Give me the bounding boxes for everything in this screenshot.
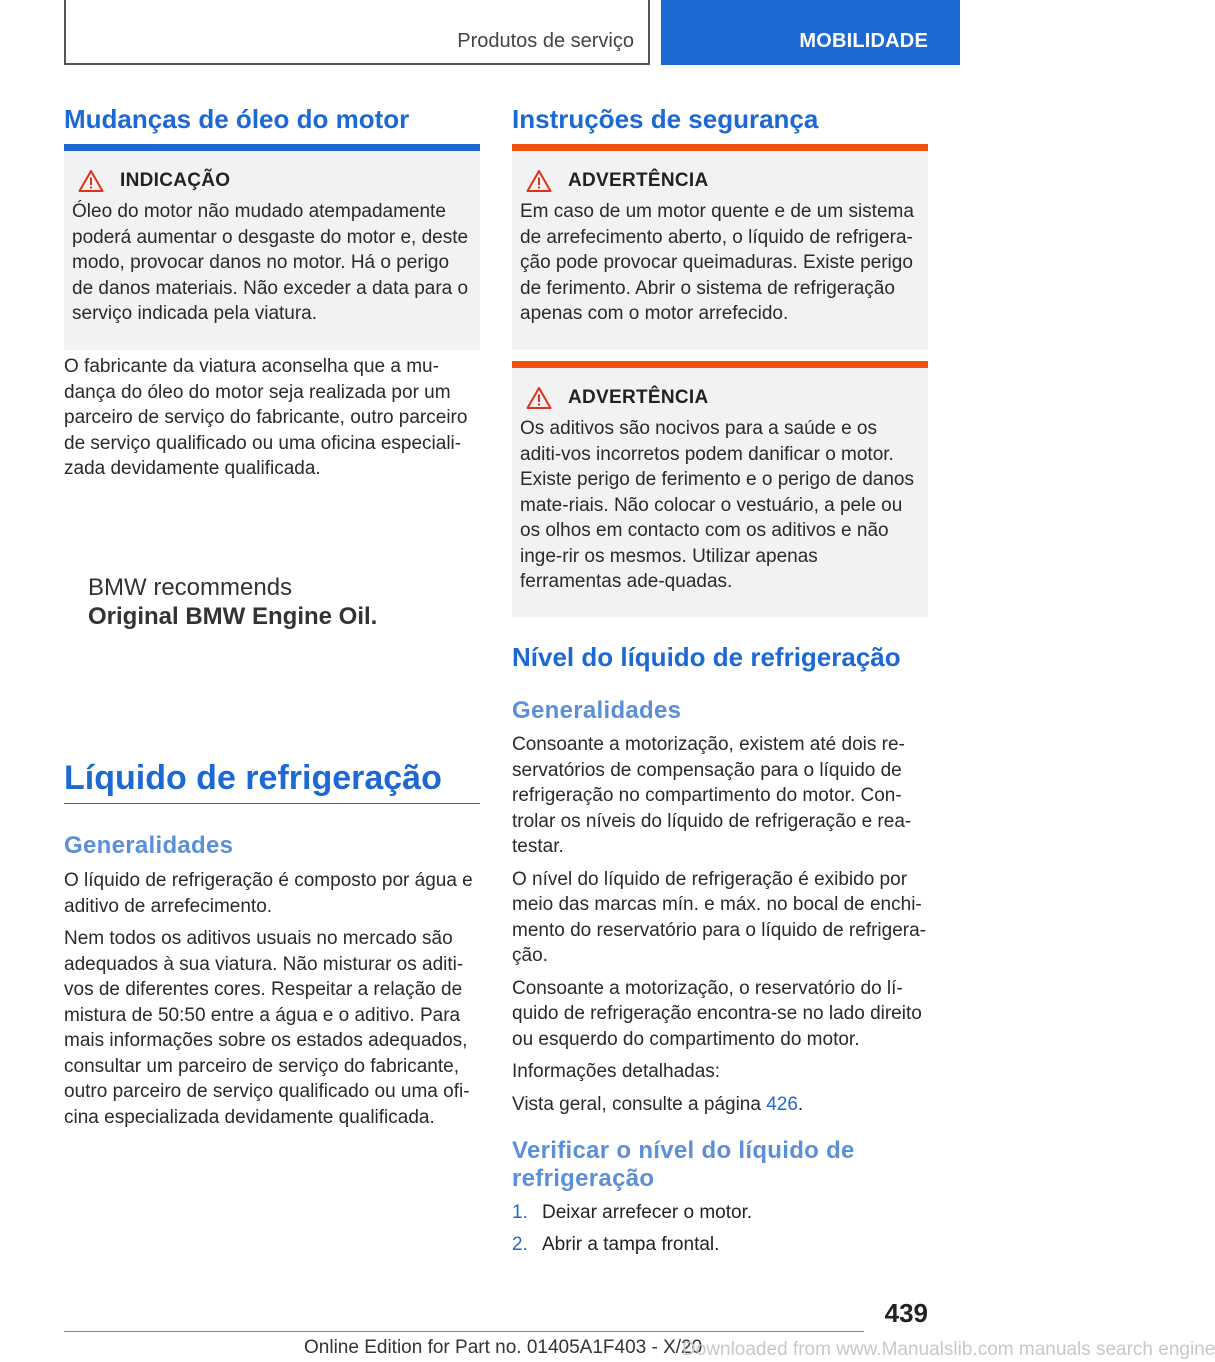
coolant-paragraph: Nem todos os aditivos usuais no mercado são adequados à sua viatura. Não misturar os aditi-vos de diferentes cores. Respeitar a relação de mistura de 50:50 entre a água e o aditivo. Para mais informações sobre os estados adequados, consultar um parceiro de serviço do fabricante, outro parceiro de serviço qualificado ou uma ofi-cina especializada devidamente qualificada.: [64, 928, 470, 1128]
warning-text: Os aditivos são nocivos para a saúde e os aditi-vos incorretos podem danificar o motor. Existe perigo de ferimento e o perigo de danos mate-riais. Não colocar o vestuário, a pele ou os olhos em contacto com os aditivos e não inge-rir os mesmos. Utilizar apenas ferramentas ade-quadas.: [520, 418, 914, 592]
check-level-steps: [512, 1194, 928, 1257]
coolant-heading: Líquido de refrigeração: [64, 759, 442, 797]
cross-reference: [512, 1092, 928, 1118]
coolant-paragraph: O líquido de refrigeração é composto por água e aditivo de arrefecimento.: [64, 870, 473, 917]
coolant-level-paragraph: O nível do líquido de refrigeração é exibido por meio das marcas mín. e máx. no bocal de enchi-mento do reservatório para o líquido de refrigera-ção.: [512, 868, 927, 966]
warning-triangle-icon: [526, 169, 552, 193]
warning-label: ADVERTÊNCIA: [568, 387, 709, 408]
oil-change-paragraph: O fabricante da viatura aconselha que a mu-dança do óleo do motor seja realizada por um parceiro de serviço do fabricante, outro parceiro de serviço qualificado ou uma oficina especiali-zada devidamente qualificada.: [64, 356, 468, 479]
warning-box-1: [512, 144, 928, 350]
oil-change-heading: Mudanças de óleo do motor: [64, 104, 410, 134]
chapter-tab-label: MOBILIDADE: [799, 30, 928, 52]
section-tab-label: Produtos de serviço: [457, 30, 634, 52]
step-item: [512, 1200, 928, 1226]
coolant-level-heading: Nível do líquido de refrigeração: [512, 642, 901, 672]
step-text: Abrir a tampa frontal.: [542, 1233, 720, 1255]
xref-suffix: .: [797, 1093, 804, 1115]
xref-page-link[interactable]: 426: [766, 1093, 798, 1115]
page-number: 439: [884, 1298, 928, 1328]
coolant-level-paragraph: Consoante a motorização, existem até dois re-servatórios de compensação para o líquido de refrigeração no compartimento do motor. Con-trolar os níveis do líquido de refrigeração e rea-testar.: [512, 734, 912, 857]
warning-header: [520, 386, 920, 410]
coolant-level-paragraph: Consoante a motorização, o reservatório do lí-quido de refrigeração encontra-se no lado direito ou esquerdo do compartimento do motor.: [512, 977, 922, 1050]
warning-triangle-icon: [526, 386, 552, 410]
header-section-tab: [64, 0, 650, 65]
coolant-general-body: [64, 868, 480, 1130]
check-level-subheading: Verificar o nível do líquido de refrigeração: [512, 1137, 855, 1192]
warning-label: ADVERTÊNCIA: [568, 170, 709, 191]
footer-watermark: Downloaded from www.Manualslib.com manuals search engine: [682, 1339, 1215, 1360]
footer-edition: Online Edition for Part no. 01405A1F403 - X/20: [304, 1337, 703, 1358]
footer-rule: [64, 1331, 864, 1332]
step-item: [512, 1232, 928, 1258]
xref-prefix: Vista geral, consulte a página: [512, 1093, 767, 1115]
note-label: INDICAÇÃO: [120, 170, 231, 191]
oil-change-note-box: [64, 144, 480, 350]
promo-line-1: BMW recommends: [88, 574, 293, 601]
step-text: Deixar arrefecer o motor.: [542, 1202, 753, 1223]
coolant-general-subheading: Generalidades: [64, 832, 234, 859]
heading-rule: [64, 803, 480, 804]
header-chapter-tab: [661, 0, 960, 65]
note-text: Óleo do motor não mudado atempadamente poderá aumentar o desgaste do motor e, deste modo, provocar danos no motor. Há o perigo de danos materiais. Não exceder a data para o serviço indicada pela viatura.: [72, 201, 469, 324]
coolant-level-paragraph: Informações detalhadas:: [512, 1061, 721, 1082]
promo-line-2: Original BMW Engine Oil.: [88, 603, 378, 630]
step-number: 1.: [512, 1202, 528, 1223]
warning-triangle-icon: [78, 169, 104, 193]
safety-heading: Instruções de segurança: [512, 104, 819, 134]
note-header: [72, 169, 472, 193]
warning-header: [520, 169, 920, 193]
coolant-level-general-subheading: Generalidades: [512, 697, 682, 724]
step-number: 2.: [512, 1233, 528, 1255]
coolant-level-body: [512, 732, 928, 1117]
warning-text: Em caso de um motor quente e de um sistema de arrefecimento aberto, o líquido de refrigera-ção pode provocar queimaduras. Existe perigo de ferimento. Abrir o sistema de refrigeração apenas com o motor arrefecido.: [520, 201, 914, 324]
warning-box-2: [512, 361, 928, 617]
